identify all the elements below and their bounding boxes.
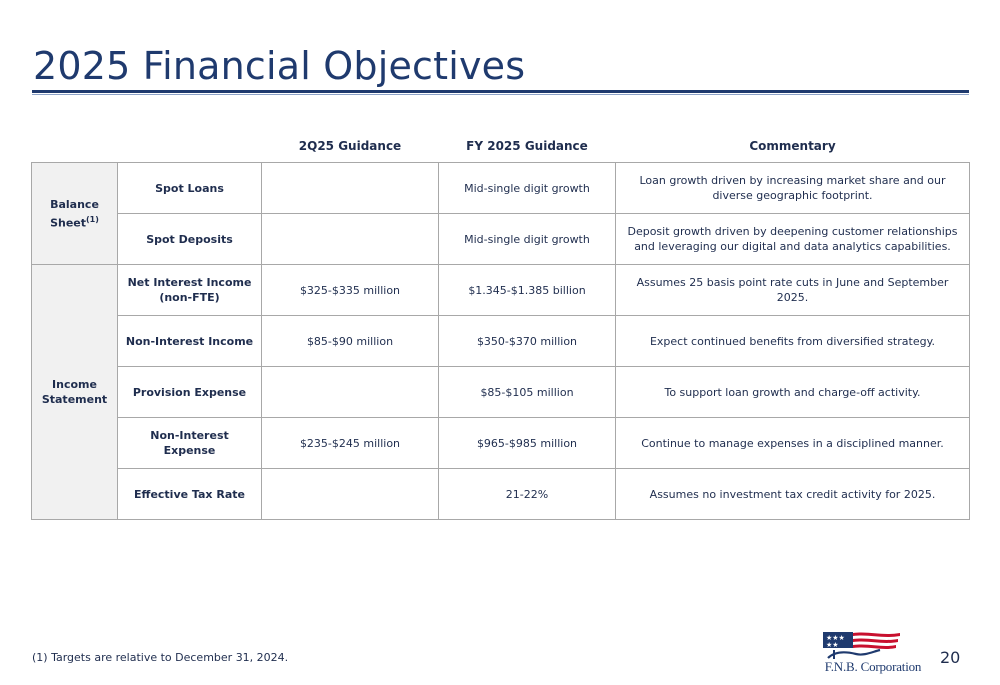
svg-text:★★★: ★★★ xyxy=(826,634,845,642)
row-label-net-interest-income xyxy=(118,265,262,316)
cell-fy2025: 21-22% xyxy=(439,469,616,520)
logo-wordmark: F.N.B. Corporation xyxy=(824,659,922,674)
cell-commentary: Assumes 25 basis point rate cuts in June and September 2025. xyxy=(616,265,970,316)
page-title: 2025 Financial Objectives xyxy=(33,44,526,88)
cell-2q25 xyxy=(262,469,439,520)
table-row xyxy=(32,316,970,367)
cell-fy2025: $85-$105 million xyxy=(439,367,616,418)
fnb-flag-icon xyxy=(820,630,926,660)
row-label-line2: (non-FTE) xyxy=(159,291,220,304)
cell-fy2025: Mid-single digit growth xyxy=(439,214,616,265)
title-rule-thin xyxy=(32,94,969,95)
cell-commentary: To support loan growth and charge-off activity. xyxy=(616,367,970,418)
row-label-provision-expense: Provision Expense xyxy=(118,367,262,418)
header-2q25-guidance: 2Q25 Guidance xyxy=(298,139,402,153)
header-commentary: Commentary xyxy=(749,139,836,153)
header-fy2025-guidance: FY 2025 Guidance xyxy=(466,139,588,153)
financial-objectives-table xyxy=(31,130,970,520)
row-label-non-interest-expense: Non-Interest Expense xyxy=(118,418,262,469)
cell-commentary: Continue to manage expenses in a disciplined manner. xyxy=(616,418,970,469)
cell-commentary: Expect continued benefits from diversified strategy. xyxy=(616,316,970,367)
page-number: 20 xyxy=(940,648,961,667)
section-label-line1: Income xyxy=(52,378,97,391)
section-label-line2: Sheet xyxy=(50,216,87,230)
cell-2q25 xyxy=(262,367,439,418)
cell-commentary: Loan growth driven by increasing market share and our diverse geographic footprint. xyxy=(616,163,970,214)
cell-2q25: $85-$90 million xyxy=(262,316,439,367)
section-balance-sheet xyxy=(32,163,118,265)
table-row xyxy=(32,214,970,265)
row-label-non-interest-income: Non-Interest Income xyxy=(118,316,262,367)
footnote-marker: (1) xyxy=(86,214,99,224)
cell-fy2025: $965-$985 million xyxy=(439,418,616,469)
table-row xyxy=(32,265,970,316)
cell-2q25: $325-$335 million xyxy=(262,265,439,316)
row-label-line1: Net Interest Income xyxy=(127,276,252,289)
row-label-spot-deposits: Spot Deposits xyxy=(118,214,262,265)
cell-2q25 xyxy=(262,214,439,265)
svg-text:★★: ★★ xyxy=(826,641,839,649)
table-header-row xyxy=(32,130,970,163)
table-row xyxy=(32,469,970,520)
cell-commentary: Assumes no investment tax credit activity for 2025. xyxy=(616,469,970,520)
row-label-effective-tax-rate: Effective Tax Rate xyxy=(118,469,262,520)
cell-fy2025: Mid-single digit growth xyxy=(439,163,616,214)
section-label-line1: Balance xyxy=(50,197,99,211)
table-row xyxy=(32,163,970,214)
cell-commentary: Deposit growth driven by deepening customer relationships and leveraging our digital and data analytics capabilities. xyxy=(616,214,970,265)
section-label-line2: Statement xyxy=(41,393,108,406)
fnb-logo xyxy=(820,630,926,676)
cell-fy2025: $1.345-$1.385 billion xyxy=(439,265,616,316)
table-row xyxy=(32,418,970,469)
footnote: (1) Targets are relative to December 31, 2024. xyxy=(32,651,289,664)
row-label-spot-loans: Spot Loans xyxy=(118,163,262,214)
table-row xyxy=(32,367,970,418)
section-income-statement xyxy=(32,265,118,520)
cell-2q25: $235-$245 million xyxy=(262,418,439,469)
header-blank-2 xyxy=(118,130,262,163)
cell-2q25 xyxy=(262,163,439,214)
title-rule-thick xyxy=(32,90,969,93)
cell-fy2025: $350-$370 million xyxy=(439,316,616,367)
header-blank-1 xyxy=(32,130,118,163)
